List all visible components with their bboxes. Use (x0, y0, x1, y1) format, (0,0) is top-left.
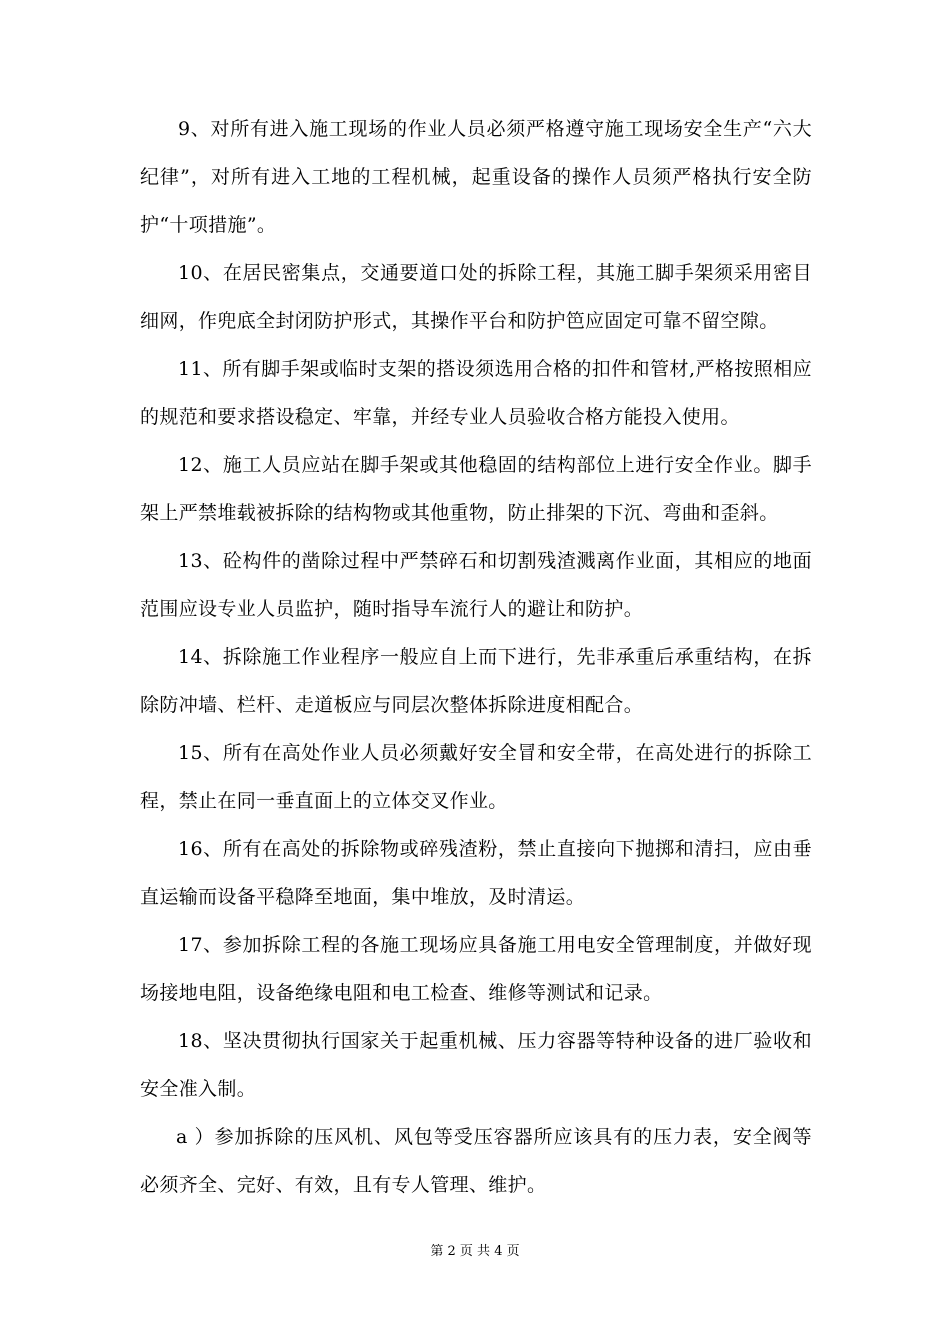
paragraph-12: 12、施工人员应站在脚手架或其他稳固的结构部位上进行安全作业。脚手架上严禁堆载被拆除的结构物或其他重物，防止排架的下沉、弯曲和歪斜。 (140, 454, 812, 524)
document-body (140, 105, 812, 1209)
paragraph-16: 16、所有在高处的拆除物或碎残渣粉，禁止直接向下抛掷和清扫，应由垂直运输而设备平稳降至地面，集中堆放，及时清运。 (140, 838, 812, 908)
page-number-footer: 第 2 页 共 4 页 (430, 1244, 520, 1259)
paragraph-11: 11、所有脚手架或临时支架的搭设须选用合格的扣件和管材,严格按照相应的规范和要求搭设稳定、牢靠，并经专业人员验收合格方能投入使用。 (140, 358, 812, 428)
paragraph-10: 10、在居民密集点，交通要道口处的拆除工程，其施工脚手架须采用密目细网，作兜底全封闭防护形式，其操作平台和防护笆应固定可靠不留空隙。 (140, 262, 812, 332)
paragraph-9: 9、对所有进入施工现场的作业人员必须严格遵守施工现场安全生产“六大纪律”，对所有进入工地的工程机械，起重设备的操作人员须严格执行安全防护“十项措施”。 (140, 118, 812, 236)
paragraph-17: 17、参加拆除工程的各施工现场应具备施工用电安全管理制度，并做好现场接地电阻，设备绝缘电阻和电工检查、维修等测试和记录。 (140, 934, 812, 1004)
paragraph-13: 13、砼构件的凿除过程中严禁碎石和切割残渣溅离作业面，其相应的地面范围应设专业人员监护，随时指导车流行人的避让和防护。 (140, 550, 812, 620)
paragraph-15: 15、所有在高处作业人员必须戴好安全冒和安全带，在高处进行的拆除工程，禁止在同一垂直面上的立体交叉作业。 (140, 742, 812, 812)
paragraph-18: 18、坚决贯彻执行国家关于起重机械、压力容器等特种设备的进厂验收和安全准入制。 (140, 1030, 812, 1100)
paragraph-14: 14、拆除施工作业程序一般应自上而下进行，先非承重后承重结构，在拆除防冲墙、栏杆、走道板应与同层次整体拆除进度相配合。 (140, 646, 812, 716)
paragraph-18a: a ）参加拆除的压风机、风包等受压容器所应该具有的压力表，安全阀等必须齐全、完好、有效，且有专人管理、维护。 (140, 1126, 812, 1196)
